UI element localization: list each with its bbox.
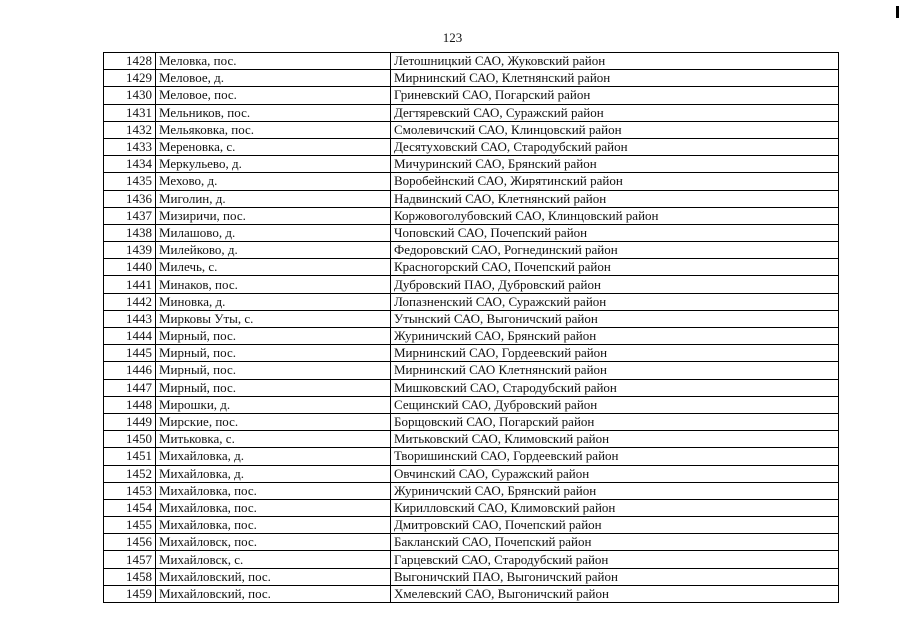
table-row (104, 482, 839, 499)
administrative-unit: Мишковский САО, Стародубский район (391, 379, 839, 396)
settlement-name: Михайловск, пос. (156, 534, 391, 551)
administrative-unit: Борщовский САО, Погарский район (391, 413, 839, 430)
row-number: 1445 (104, 345, 156, 362)
settlement-name: Мирный, пос. (156, 345, 391, 362)
administrative-unit: Федоровский САО, Рогнединский район (391, 242, 839, 259)
settlement-name: Мереновка, с. (156, 138, 391, 155)
administrative-unit: Журиничский САО, Брянский район (391, 482, 839, 499)
settlement-name: Миновка, д. (156, 293, 391, 310)
settlement-name: Мирские, пос. (156, 413, 391, 430)
settlements-table (103, 52, 839, 603)
row-number: 1455 (104, 517, 156, 534)
table-row (104, 465, 839, 482)
row-number: 1458 (104, 568, 156, 585)
administrative-unit: Дмитровский САО, Почепский район (391, 517, 839, 534)
table-row (104, 499, 839, 516)
administrative-unit: Летошницкий САО, Жуковский район (391, 53, 839, 70)
settlement-name: Мирковы Уты, с. (156, 310, 391, 327)
table-row (104, 551, 839, 568)
settlement-name: Мельяковка, пос. (156, 121, 391, 138)
table-row (104, 70, 839, 87)
row-number: 1443 (104, 310, 156, 327)
table-row (104, 242, 839, 259)
settlement-name: Миголин, д. (156, 190, 391, 207)
settlement-name: Минаков, пос. (156, 276, 391, 293)
row-number: 1451 (104, 448, 156, 465)
row-number: 1452 (104, 465, 156, 482)
administrative-unit: Журиничский САО, Брянский район (391, 328, 839, 345)
table-row (104, 87, 839, 104)
table-row (104, 310, 839, 327)
administrative-unit: Кирилловский САО, Климовский район (391, 499, 839, 516)
row-number: 1435 (104, 173, 156, 190)
administrative-unit: Творишинский САО, Гордеевский район (391, 448, 839, 465)
table-row (104, 431, 839, 448)
administrative-unit: Сещинский САО, Дубровский район (391, 396, 839, 413)
page-number: 123 (442, 30, 463, 45)
row-number: 1428 (104, 53, 156, 70)
administrative-unit: Гарцевский САО, Стародубский район (391, 551, 839, 568)
row-number: 1429 (104, 70, 156, 87)
row-number: 1453 (104, 482, 156, 499)
settlement-name: Михайловский, пос. (156, 585, 391, 602)
table-row (104, 362, 839, 379)
table-row (104, 104, 839, 121)
row-number: 1440 (104, 259, 156, 276)
row-number: 1450 (104, 431, 156, 448)
table-row (104, 138, 839, 155)
administrative-unit: Гриневский САО, Погарский район (391, 87, 839, 104)
table-row (104, 328, 839, 345)
row-number: 1457 (104, 551, 156, 568)
margin-mark (896, 6, 899, 18)
row-number: 1432 (104, 121, 156, 138)
administrative-unit: Дегтяревский САО, Суражский район (391, 104, 839, 121)
settlement-name: Милашово, д. (156, 224, 391, 241)
administrative-unit: Лопазненский САО, Суражский район (391, 293, 839, 310)
settlement-name: Мирный, пос. (156, 362, 391, 379)
administrative-unit: Утынский САО, Выгоничский район (391, 310, 839, 327)
table-row (104, 156, 839, 173)
row-number: 1442 (104, 293, 156, 310)
administrative-unit: Мирнинский САО, Клетнянский район (391, 70, 839, 87)
row-number: 1434 (104, 156, 156, 173)
administrative-unit: Мирнинский САО Клетнянский район (391, 362, 839, 379)
table-row (104, 585, 839, 602)
administrative-unit: Выгоничский ПАО, Выгоничский район (391, 568, 839, 585)
administrative-unit: Дубровский ПАО, Дубровский район (391, 276, 839, 293)
row-number: 1454 (104, 499, 156, 516)
administrative-unit: Чоповский САО, Почепский район (391, 224, 839, 241)
table-row (104, 396, 839, 413)
settlement-name: Милечь, с. (156, 259, 391, 276)
settlement-name: Меловое, пос. (156, 87, 391, 104)
table-row (104, 379, 839, 396)
row-number: 1436 (104, 190, 156, 207)
row-number: 1438 (104, 224, 156, 241)
table-row (104, 259, 839, 276)
settlement-name: Митьковка, с. (156, 431, 391, 448)
administrative-unit: Мирнинский САО, Гордеевский район (391, 345, 839, 362)
table-row (104, 448, 839, 465)
row-number: 1437 (104, 207, 156, 224)
row-number: 1441 (104, 276, 156, 293)
settlement-name: Михайловка, пос. (156, 482, 391, 499)
administrative-unit: Овчинский САО, Суражский район (391, 465, 839, 482)
row-number: 1447 (104, 379, 156, 396)
row-number: 1446 (104, 362, 156, 379)
settlement-name: Милейково, д. (156, 242, 391, 259)
administrative-unit: Красногорский САО, Почепский район (391, 259, 839, 276)
settlement-name: Мирошки, д. (156, 396, 391, 413)
settlement-name: Михайловка, д. (156, 448, 391, 465)
settlement-name: Мирный, пос. (156, 379, 391, 396)
table-row (104, 207, 839, 224)
row-number: 1430 (104, 87, 156, 104)
administrative-unit: Бакланский САО, Почепский район (391, 534, 839, 551)
administrative-unit: Коржовоголубовский САО, Клинцовский район (391, 207, 839, 224)
settlement-name: Михайловский, пос. (156, 568, 391, 585)
settlement-name: Михайловка, д. (156, 465, 391, 482)
administrative-unit: Смолевичский САО, Клинцовский район (391, 121, 839, 138)
row-number: 1444 (104, 328, 156, 345)
table-row (104, 276, 839, 293)
row-number: 1433 (104, 138, 156, 155)
administrative-unit: Хмелевский САО, Выгоничский район (391, 585, 839, 602)
settlement-name: Михайловск, с. (156, 551, 391, 568)
settlement-name: Мельников, пос. (156, 104, 391, 121)
administrative-unit: Воробейнский САО, Жирятинский район (391, 173, 839, 190)
row-number: 1456 (104, 534, 156, 551)
table-row (104, 190, 839, 207)
row-number: 1459 (104, 585, 156, 602)
table-row (104, 517, 839, 534)
settlement-name: Меловое, д. (156, 70, 391, 87)
table-row (104, 568, 839, 585)
settlement-name: Мирный, пос. (156, 328, 391, 345)
row-number: 1439 (104, 242, 156, 259)
settlement-name: Михайловка, пос. (156, 517, 391, 534)
row-number: 1431 (104, 104, 156, 121)
administrative-unit: Мичуринский САО, Брянский район (391, 156, 839, 173)
table-row (104, 224, 839, 241)
table-row (104, 345, 839, 362)
settlement-name: Михайловка, пос. (156, 499, 391, 516)
settlement-name: Мехово, д. (156, 173, 391, 190)
table-row (104, 293, 839, 310)
administrative-unit: Десятуховский САО, Стародубский район (391, 138, 839, 155)
settlement-name: Меловка, пос. (156, 53, 391, 70)
table-row (104, 53, 839, 70)
row-number: 1449 (104, 413, 156, 430)
table-row (104, 121, 839, 138)
table-body (104, 53, 839, 603)
settlement-name: Меркульево, д. (156, 156, 391, 173)
table-row (104, 173, 839, 190)
administrative-unit: Митьковский САО, Климовский район (391, 431, 839, 448)
administrative-unit: Надвинский САО, Клетнянский район (391, 190, 839, 207)
table-row (104, 413, 839, 430)
settlement-name: Мизиричи, пос. (156, 207, 391, 224)
table-row (104, 534, 839, 551)
row-number: 1448 (104, 396, 156, 413)
